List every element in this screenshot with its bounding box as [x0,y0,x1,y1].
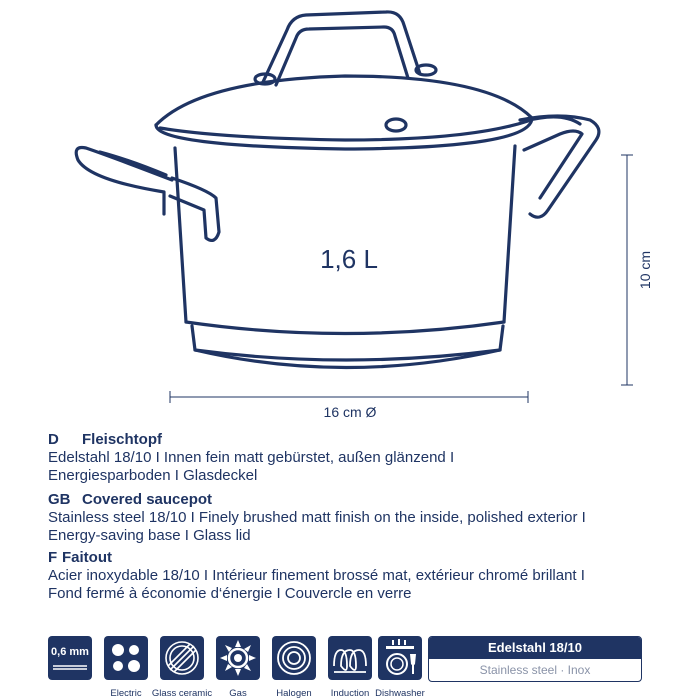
description-french [48,549,688,603]
induction-icon [328,636,372,680]
capacity-label: 1,6 L [320,244,378,274]
pot-lid [156,76,532,125]
induction-label: Induction [330,688,370,699]
gas-label: Gas [229,688,247,699]
description-line: Energy-saving base I Glass lid [48,527,251,544]
halogen-label: Halogen [276,688,312,699]
material-badge-bottom: Stainless steel · Inox [479,663,591,677]
lang-title: Faitout [62,549,112,566]
lid-handle [263,12,420,82]
material-badge [428,636,642,682]
diameter-label: 16 cm Ø [323,404,377,420]
description-line: Fond fermé à économie d‘énergie I Couvercle en verre [48,585,412,602]
thickness-icon [48,636,92,680]
thickness-text: 0,6 mm [51,646,89,658]
description-english [48,491,688,545]
height-label: 10 cm [637,250,653,290]
description-line: Edelstahl 18/10 I Innen fein matt gebürstet, außen glänzend I [48,449,455,466]
lang-code: F [48,549,58,566]
lid-vent [386,119,406,131]
lang-title: Covered saucepot [82,491,213,508]
description-line: Acier inoxydable 18/10 I Intérieur finement brossé mat, extérieur chromé brillant I [48,567,585,584]
lang-title: Fleischtopf [82,431,163,448]
electric-label: Electric [110,688,142,699]
pot-body [175,148,186,322]
dishwasher-label: Dishwasher [375,688,425,699]
description-line: Stainless steel 18/10 I Finely brushed matt finish on the inside, polished exterior I [48,509,586,526]
glass-ceramic-label: Glass ceramic [151,688,213,699]
gas-icon [216,636,260,680]
description-german [48,431,688,485]
left-handle [76,148,172,215]
halogen-icon [272,636,316,680]
lang-code: D [48,431,59,448]
description-line: Energiesparboden I Glasdeckel [48,467,258,484]
lang-code: GB [48,491,71,508]
dishwasher-icon [378,636,422,680]
electric-icon [104,636,148,680]
material-badge-top: Edelstahl 18/10 [429,637,641,659]
glass-ceramic-icon [160,636,204,680]
